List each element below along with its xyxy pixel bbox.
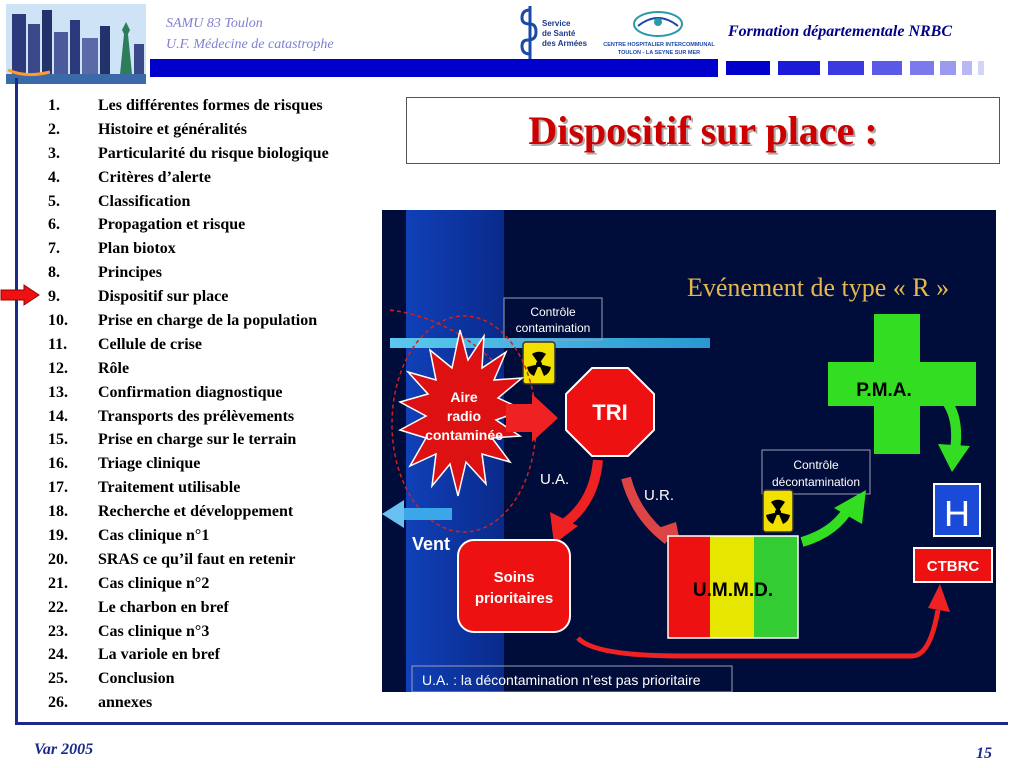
ssa-text-3: des Armées	[542, 39, 588, 48]
hospital-letter: H	[944, 493, 970, 534]
note-text: U.A. : la décontamination n’est pas prioritaire	[422, 672, 701, 688]
agenda-item-number: 24.	[48, 646, 68, 664]
agenda-item	[48, 309, 329, 333]
agenda-item-number: 26.	[48, 694, 68, 712]
chi-text-2: TOULON - LA SEYNE SUR MER	[617, 50, 701, 56]
agenda-item-number: 19.	[48, 527, 68, 545]
agenda-item-number: 17.	[48, 479, 68, 497]
header-square	[978, 61, 984, 75]
hospital-logo	[600, 8, 718, 60]
agenda-item	[48, 476, 329, 500]
agenda-item-label: La variole en bref	[98, 646, 220, 664]
bottom-frame-line	[15, 722, 1008, 725]
agenda-item-label: Prise en charge sur le terrain	[98, 431, 297, 449]
agenda-item	[48, 548, 329, 572]
agenda-item	[48, 118, 329, 142]
agenda-item-number: 6.	[48, 216, 60, 234]
agenda-item-label: annexes	[98, 694, 153, 712]
agenda-item	[48, 94, 329, 118]
agenda-item-label: Cas clinique n°1	[98, 527, 210, 545]
agenda-item-label: Traitement utilisable	[98, 479, 241, 497]
agenda-item	[48, 452, 329, 476]
agenda-item-number: 5.	[48, 192, 60, 210]
agenda-item-label: Confirmation diagnostique	[98, 383, 283, 401]
ctbrc-label: CTBRC	[926, 558, 980, 575]
organization-line-2: U.F. Médecine de catastrophe	[166, 37, 334, 52]
agenda-item-number: 13.	[48, 383, 68, 401]
agenda-item-label: Triage clinique	[98, 455, 201, 473]
radiation-warning-icon	[763, 490, 793, 532]
agenda-item-label: Recherche et développement	[98, 503, 294, 521]
agenda-item	[48, 643, 329, 667]
wind-arrow	[396, 508, 452, 520]
control-decontamination-label-2: décontamination	[771, 475, 861, 489]
agenda-item	[48, 213, 329, 237]
priority-care-label-2: prioritaires	[474, 590, 554, 607]
agenda-item-number: 22.	[48, 598, 68, 616]
zone-label-1: Aire	[450, 389, 478, 405]
event-r-diagram	[382, 210, 996, 692]
agenda-item-number: 8.	[48, 264, 60, 282]
agenda-item-label: Propagation et risque	[98, 216, 246, 234]
priority-care-label-1: Soins	[493, 569, 535, 586]
agenda-item-number: 21.	[48, 574, 68, 592]
header-square	[962, 61, 972, 75]
agenda-item	[48, 500, 329, 524]
agenda-item-number: 7.	[48, 240, 60, 258]
slide-title: Dispositif sur place :	[528, 108, 878, 153]
agenda-item-label: Plan biotox	[98, 240, 176, 258]
header-square	[872, 61, 902, 75]
control-contamination-label-2: contamination	[515, 321, 591, 335]
agenda-item-label: Conclusion	[98, 670, 175, 688]
zone-label-3: contaminée	[425, 427, 503, 443]
page-number: 15	[976, 745, 992, 762]
agenda-item-label: Le charbon en bref	[98, 598, 229, 616]
current-item-arrow-icon	[0, 284, 40, 306]
header-square	[828, 61, 864, 75]
agenda-item-label: Classification	[98, 192, 191, 210]
agenda-item-number: 10.	[48, 312, 68, 330]
agenda-item	[48, 142, 329, 166]
ua-label: U.A.	[540, 471, 570, 488]
agenda-item	[48, 237, 329, 261]
agenda-item-label: Cas clinique n°3	[98, 622, 210, 640]
agenda-item	[48, 667, 329, 691]
city-skyline-logo	[6, 4, 146, 84]
agenda-item	[48, 357, 329, 381]
wind-label: Vent	[412, 534, 451, 554]
agenda-item-label: Cellule de crise	[98, 335, 202, 353]
agenda-item-label: Critères d’alerte	[98, 168, 211, 186]
organization-line-1: SAMU 83 Toulon	[166, 16, 263, 31]
agenda-item-label: Histoire et généralités	[98, 120, 247, 138]
agenda-item	[48, 381, 329, 405]
agenda-item	[48, 285, 329, 309]
agenda-item	[48, 524, 329, 548]
agenda-item	[48, 190, 329, 214]
zone-label-2: radio	[446, 408, 482, 424]
agenda-item-label: Prise en charge de la population	[98, 312, 318, 330]
priority-care-box	[458, 540, 570, 632]
agenda-item-number: 16.	[48, 455, 68, 473]
tri-label: TRI	[592, 400, 628, 425]
agenda-item-label: SRAS ce qu’il faut en retenir	[98, 550, 296, 568]
agenda-item-label: Rôle	[98, 359, 130, 377]
agenda-item	[48, 333, 329, 357]
pma-label: P.M.A.	[856, 380, 912, 401]
ssa-text-1: Service	[542, 19, 571, 28]
left-frame-line	[15, 78, 18, 724]
header-band	[150, 59, 718, 77]
agenda-item-number: 20.	[48, 550, 68, 568]
agenda-item-number: 18.	[48, 503, 68, 521]
agenda-item	[48, 166, 329, 190]
agenda-item	[48, 596, 329, 620]
agenda-item-number: 14.	[48, 407, 68, 425]
diagram-heading: Evénement de type « R »	[687, 273, 950, 302]
agenda-item	[48, 572, 329, 596]
ummd-label: U.M.M.D.	[692, 580, 774, 601]
agenda-item-number: 15.	[48, 431, 68, 449]
footer-date: Var 2005	[34, 741, 94, 758]
header-square	[910, 61, 934, 75]
ssa-text-2: de Santé	[542, 29, 576, 38]
slide-title-box	[406, 97, 1000, 164]
control-contamination-label-1: Contrôle	[530, 305, 576, 319]
service-de-sante-logo	[512, 4, 596, 64]
agenda-item-number: 3.	[48, 144, 60, 162]
agenda-item-number: 4.	[48, 168, 60, 186]
agenda-item-number: 11.	[48, 335, 68, 353]
header-square	[778, 61, 820, 75]
agenda-item-label: Principes	[98, 264, 162, 282]
agenda-item-label: Particularité du risque biologique	[98, 144, 329, 162]
agenda-item-number: 25.	[48, 670, 68, 688]
agenda-list	[48, 94, 329, 715]
agenda-item-number: 9.	[48, 288, 60, 306]
chi-text-1: CENTRE HOSPITALIER INTERCOMMUNAL	[603, 42, 715, 48]
agenda-item	[48, 620, 329, 644]
agenda-item	[48, 428, 329, 452]
agenda-item-number: 2.	[48, 120, 60, 138]
agenda-item-label: Dispositif sur place	[98, 288, 229, 306]
agenda-item	[48, 691, 329, 715]
agenda-item-label: Les différentes formes de risques	[98, 97, 323, 114]
ur-label: U.R.	[644, 487, 674, 504]
radiation-warning-icon	[523, 342, 555, 384]
agenda-item	[48, 405, 329, 429]
control-decontamination-label-1: Contrôle	[793, 458, 839, 472]
agenda-item-number: 1.	[48, 97, 60, 114]
header-square	[940, 61, 956, 75]
agenda-item-number: 12.	[48, 359, 68, 377]
agenda-item-label: Cas clinique n°2	[98, 574, 210, 592]
course-title: Formation départementale NRBC	[728, 23, 953, 40]
agenda-item	[48, 261, 329, 285]
agenda-item-number: 23.	[48, 622, 68, 640]
header-square	[726, 61, 770, 75]
agenda-item-label: Transports des prélèvements	[98, 407, 295, 425]
